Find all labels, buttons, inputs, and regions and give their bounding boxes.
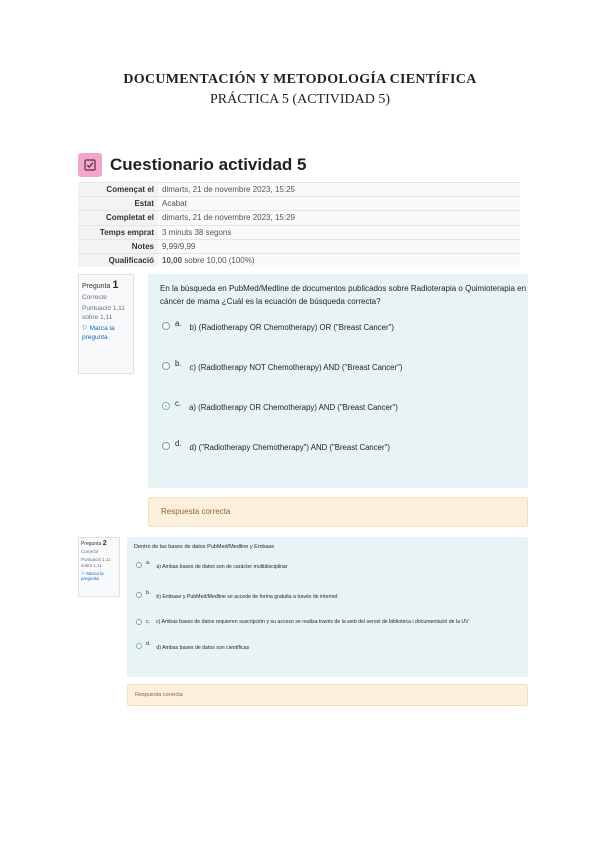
- flag-icon: ⚐: [82, 325, 88, 333]
- option-letter: d.: [175, 439, 182, 448]
- grade-detail: sobre 10,00 (100%): [184, 256, 255, 266]
- summary-row: [78, 197, 520, 211]
- question-number: Pregunta 1: [82, 279, 119, 291]
- answer-option-b[interactable]: [136, 592, 337, 598]
- option-text: d) ("Radiotherapy Chemotherapy") AND ("Breast Cancer"): [189, 443, 390, 452]
- question-1-content: [148, 274, 528, 488]
- answer-option-d[interactable]: [162, 441, 390, 450]
- option-text: b) (Radiotherapy OR Chemotherapy) OR ("Breast Cancer"): [189, 323, 394, 332]
- question-text: En la búsqueda en PubMed/Medline de documentos publicados sobre Radioterapia o Quimioterapia en cáncer de mama ¿Cuál es la ecuación de búsqueda correcta?: [160, 284, 527, 306]
- summary-label: Temps emprat: [78, 225, 158, 239]
- question-2-info: [78, 537, 120, 597]
- summary-row: [78, 225, 520, 239]
- summary-value: Acabat: [158, 197, 520, 211]
- answer-option-d[interactable]: [136, 643, 249, 649]
- summary-value: 3 minuts 38 segons: [158, 225, 520, 239]
- question-status: Correcte: [82, 294, 107, 301]
- question-2-feedback: Respuesta correcta: [127, 684, 528, 706]
- summary-label: Estat: [78, 197, 158, 211]
- flag-question-link[interactable]: ⚐ Marca la pregunta: [81, 570, 104, 582]
- quiz-header: [78, 151, 307, 179]
- summary-label: Notes: [78, 239, 158, 253]
- answer-option-a[interactable]: [162, 321, 394, 330]
- option-letter: c.: [175, 399, 182, 408]
- quiz-summary-table: [78, 182, 520, 267]
- radio-button-selected[interactable]: [136, 643, 142, 649]
- option-text: d) Ambas bases de datos son científicas: [156, 645, 250, 651]
- option-letter: c.: [146, 619, 151, 625]
- option-letter: a.: [175, 319, 182, 328]
- option-letter: d.: [146, 641, 151, 647]
- summary-value: [158, 253, 520, 267]
- option-text: c) (Radiotherapy NOT Chemotherapy) AND ("Breast Cancer"): [189, 363, 403, 372]
- quiz-title: Cuestionario actividad 5: [110, 155, 307, 174]
- option-letter: a.: [146, 560, 151, 566]
- answer-option-c[interactable]: [136, 619, 524, 626]
- question-text: Dentro de las bases de datos PubMed/Medline y Embase: [134, 544, 275, 550]
- radio-button[interactable]: [136, 592, 142, 598]
- option-letter: b.: [146, 590, 151, 596]
- question-number: Pregunta 2: [81, 540, 107, 547]
- option-text: b) Embase y PubMed/Medline se accede de forma gratuita a través de internet: [156, 594, 338, 600]
- question-1-feedback: Respuesta correcta: [148, 497, 528, 527]
- radio-button[interactable]: [162, 442, 170, 450]
- summary-value: dimarts, 21 de novembre 2023, 15:29: [158, 211, 520, 225]
- summary-row: [78, 183, 520, 197]
- option-letter: b.: [175, 359, 182, 368]
- summary-row: [78, 253, 520, 267]
- answer-option-c[interactable]: [162, 401, 398, 410]
- summary-row: [78, 211, 520, 225]
- option-text: c) Ambas bases de datos requieren suscripción y su acceso se realiza través de la web del servei de biblioteca i documentació de la UV: [156, 619, 469, 625]
- answer-option-b[interactable]: [162, 361, 402, 370]
- radio-button-selected[interactable]: [162, 402, 170, 410]
- option-text: a) Ambas bases de datos son de carácter multidisciplinar: [156, 564, 288, 570]
- summary-value: 9,99/9,99: [158, 239, 520, 253]
- flag-question-link[interactable]: ⚐ Marca la pregunta: [82, 325, 115, 341]
- question-2-content: [127, 537, 528, 677]
- answer-option-a[interactable]: [136, 562, 288, 568]
- question-score: Puntuació 1,11 sobre 1,11: [81, 556, 111, 568]
- summary-label: Qualificació: [78, 253, 158, 267]
- question-score: Puntuació 1,11 sobre 1,11: [82, 305, 125, 321]
- flag-icon: ⚐: [81, 570, 86, 576]
- radio-button[interactable]: [162, 362, 170, 370]
- radio-button[interactable]: [162, 322, 170, 330]
- document-subtitle: PRÁCTICA 5 (ACTIVIDAD 5): [209, 92, 391, 107]
- radio-button[interactable]: [136, 619, 142, 625]
- quiz-icon: [78, 153, 102, 177]
- summary-label: Completat el: [78, 211, 158, 225]
- grade-value: 10,00: [162, 256, 183, 266]
- question-1-info: [78, 274, 134, 374]
- radio-button[interactable]: [136, 562, 142, 568]
- option-text: a) (Radiotherapy OR Chemotherapy) AND ("Breast Cancer"): [189, 403, 398, 412]
- document-title: DOCUMENTACIÓN Y METODOLOGÍA CIENTÍFICA: [123, 72, 477, 87]
- question-status: Correcte: [81, 549, 99, 554]
- summary-label: Començat el: [78, 183, 158, 197]
- summary-value: dimarts, 21 de novembre 2023, 15:25: [158, 183, 520, 197]
- summary-row: [78, 239, 520, 253]
